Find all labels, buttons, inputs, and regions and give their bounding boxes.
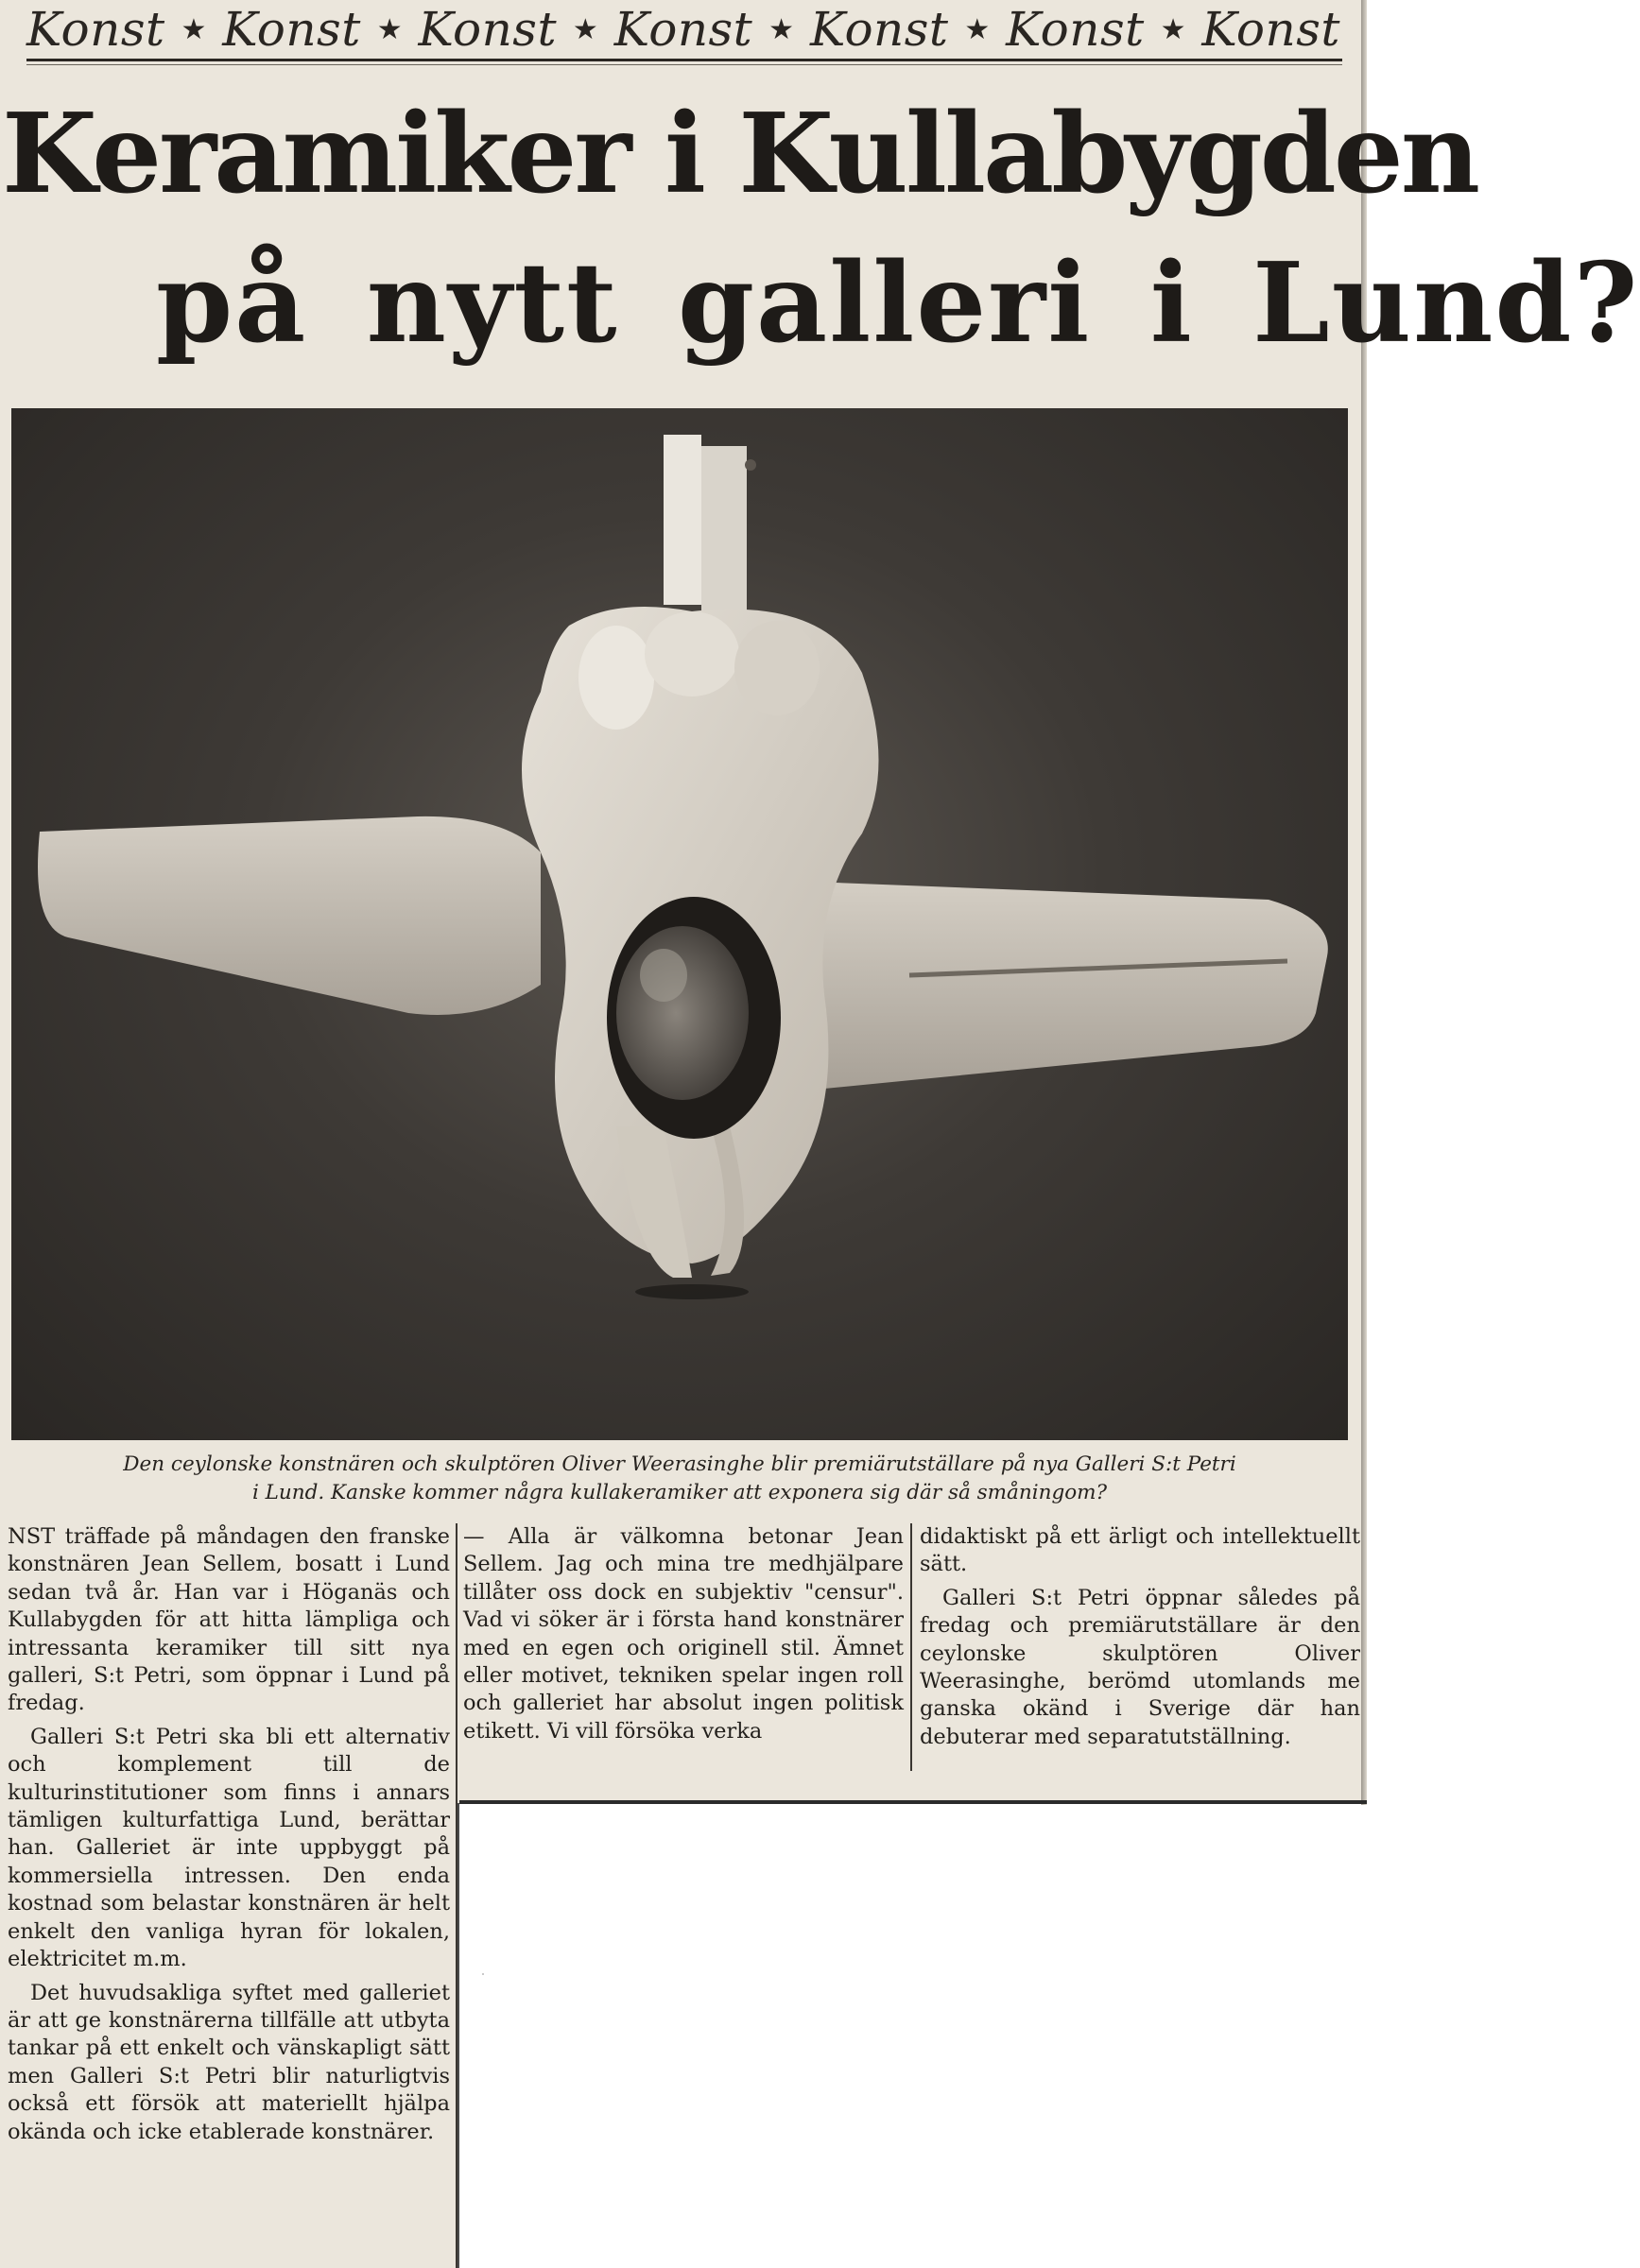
article-column-1	[8, 1523, 450, 2152]
sculpture-sphere	[616, 926, 749, 1100]
paragraph: Galleri S:t Petri ska bli ett alternativ och komplement till de kulturinstitutioner som finns i annars tämligen kulturfattiga Lund, berättar han. Galleriet är inte uppbyggt på kommersiella intressen. Den enda kostnad som belastar konstnären är helt enkelt den vanliga hyran för lokalen, elektricitet m.m.	[8, 1724, 450, 1972]
kicker-word: Konst	[1201, 2, 1340, 57]
headline-line-2: på nytt galleri i Lund?	[156, 239, 1640, 368]
section-kicker	[26, 0, 1340, 59]
paragraph: NST träffade på måndagen den franske konstnären Jean Sellem, bosatt i Lund sedan två år. Han var i Höganäs och Kullabygden för att hitta lämpliga och intressanta keramiker till sitt nya galleri, S:t Petri, som öppnar i Lund på fredag.	[8, 1524, 450, 1716]
star-icon: ★	[1160, 12, 1186, 46]
caption-line-1: Den ceylonske konstnären och skulptören Oliver Weerasinghe blir premiärutställare på nya Galleri S:t Petri	[123, 1452, 1236, 1476]
paragraph: — Alla är välkomna betonar Jean Sellem. Jag och mina tre medhjälpare tillåter oss dock en subjektiv "censur". Vad vi söker är i första hand konstnärer med en egen och originell stil. Ämnet eller motivet, tekniken spelar ingen roll och galleriet har absolut ingen politisk etikett. Vi vill försöka verka	[463, 1524, 904, 1744]
star-icon: ★	[572, 12, 598, 46]
paragraph: Galleri S:t Petri öppnar således på fredag och premiärutställare är den ceylonske skulptören Oliver Weerasinghe, berömd utomlands me ganska okänd i Sverige där han debuterar med separatutställning.	[920, 1585, 1360, 1749]
sculpture-photo	[11, 408, 1348, 1440]
star-icon: ★	[768, 12, 795, 46]
paragraph: didaktiskt på ett ärligt och intellektuellt sätt.	[920, 1524, 1360, 1577]
kicker-word: Konst	[418, 2, 558, 57]
sculpture-right-arm	[758, 881, 1328, 1089]
star-icon: ★	[181, 12, 207, 46]
paper-speck	[482, 1973, 484, 1975]
kicker-word: Konst	[222, 2, 361, 57]
sculpture-left-arm	[38, 816, 541, 1015]
clipping-edge-shadow	[459, 1800, 1367, 1804]
star-icon: ★	[376, 12, 403, 46]
kicker-word: Konst	[809, 2, 949, 57]
caption-line-2: i Lund. Kanske kommer några kullakeramiker att exponera sig där så småningom?	[251, 1481, 1108, 1504]
star-icon: ★	[964, 12, 991, 46]
sculpture-post	[664, 435, 701, 605]
kicker-rule	[26, 64, 1342, 65]
kicker-rule	[26, 59, 1342, 61]
kicker-word: Konst	[1006, 2, 1145, 57]
article-column-3	[920, 1523, 1360, 1757]
kicker-word: Konst	[613, 2, 753, 57]
photo-caption	[13, 1451, 1346, 1507]
paragraph: Det huvudsakliga syftet med galleriet är att ge konstnärerna tillfälle att utbyta tankar på ett enkelt och vänskapligt sätt men Galleri S:t Petri blir naturligtvis också ett försök att materiellt hjälpa okända och icke etablerade konstnärer.	[8, 1980, 450, 2144]
headline-line-1: Keramiker i Kullabygden	[2, 90, 1478, 218]
article-column-2	[463, 1523, 904, 1751]
kicker-word: Konst	[26, 2, 165, 57]
column-divider	[910, 1523, 912, 1771]
sculpture-illustration	[11, 408, 1348, 1440]
column-divider	[456, 1523, 457, 2268]
